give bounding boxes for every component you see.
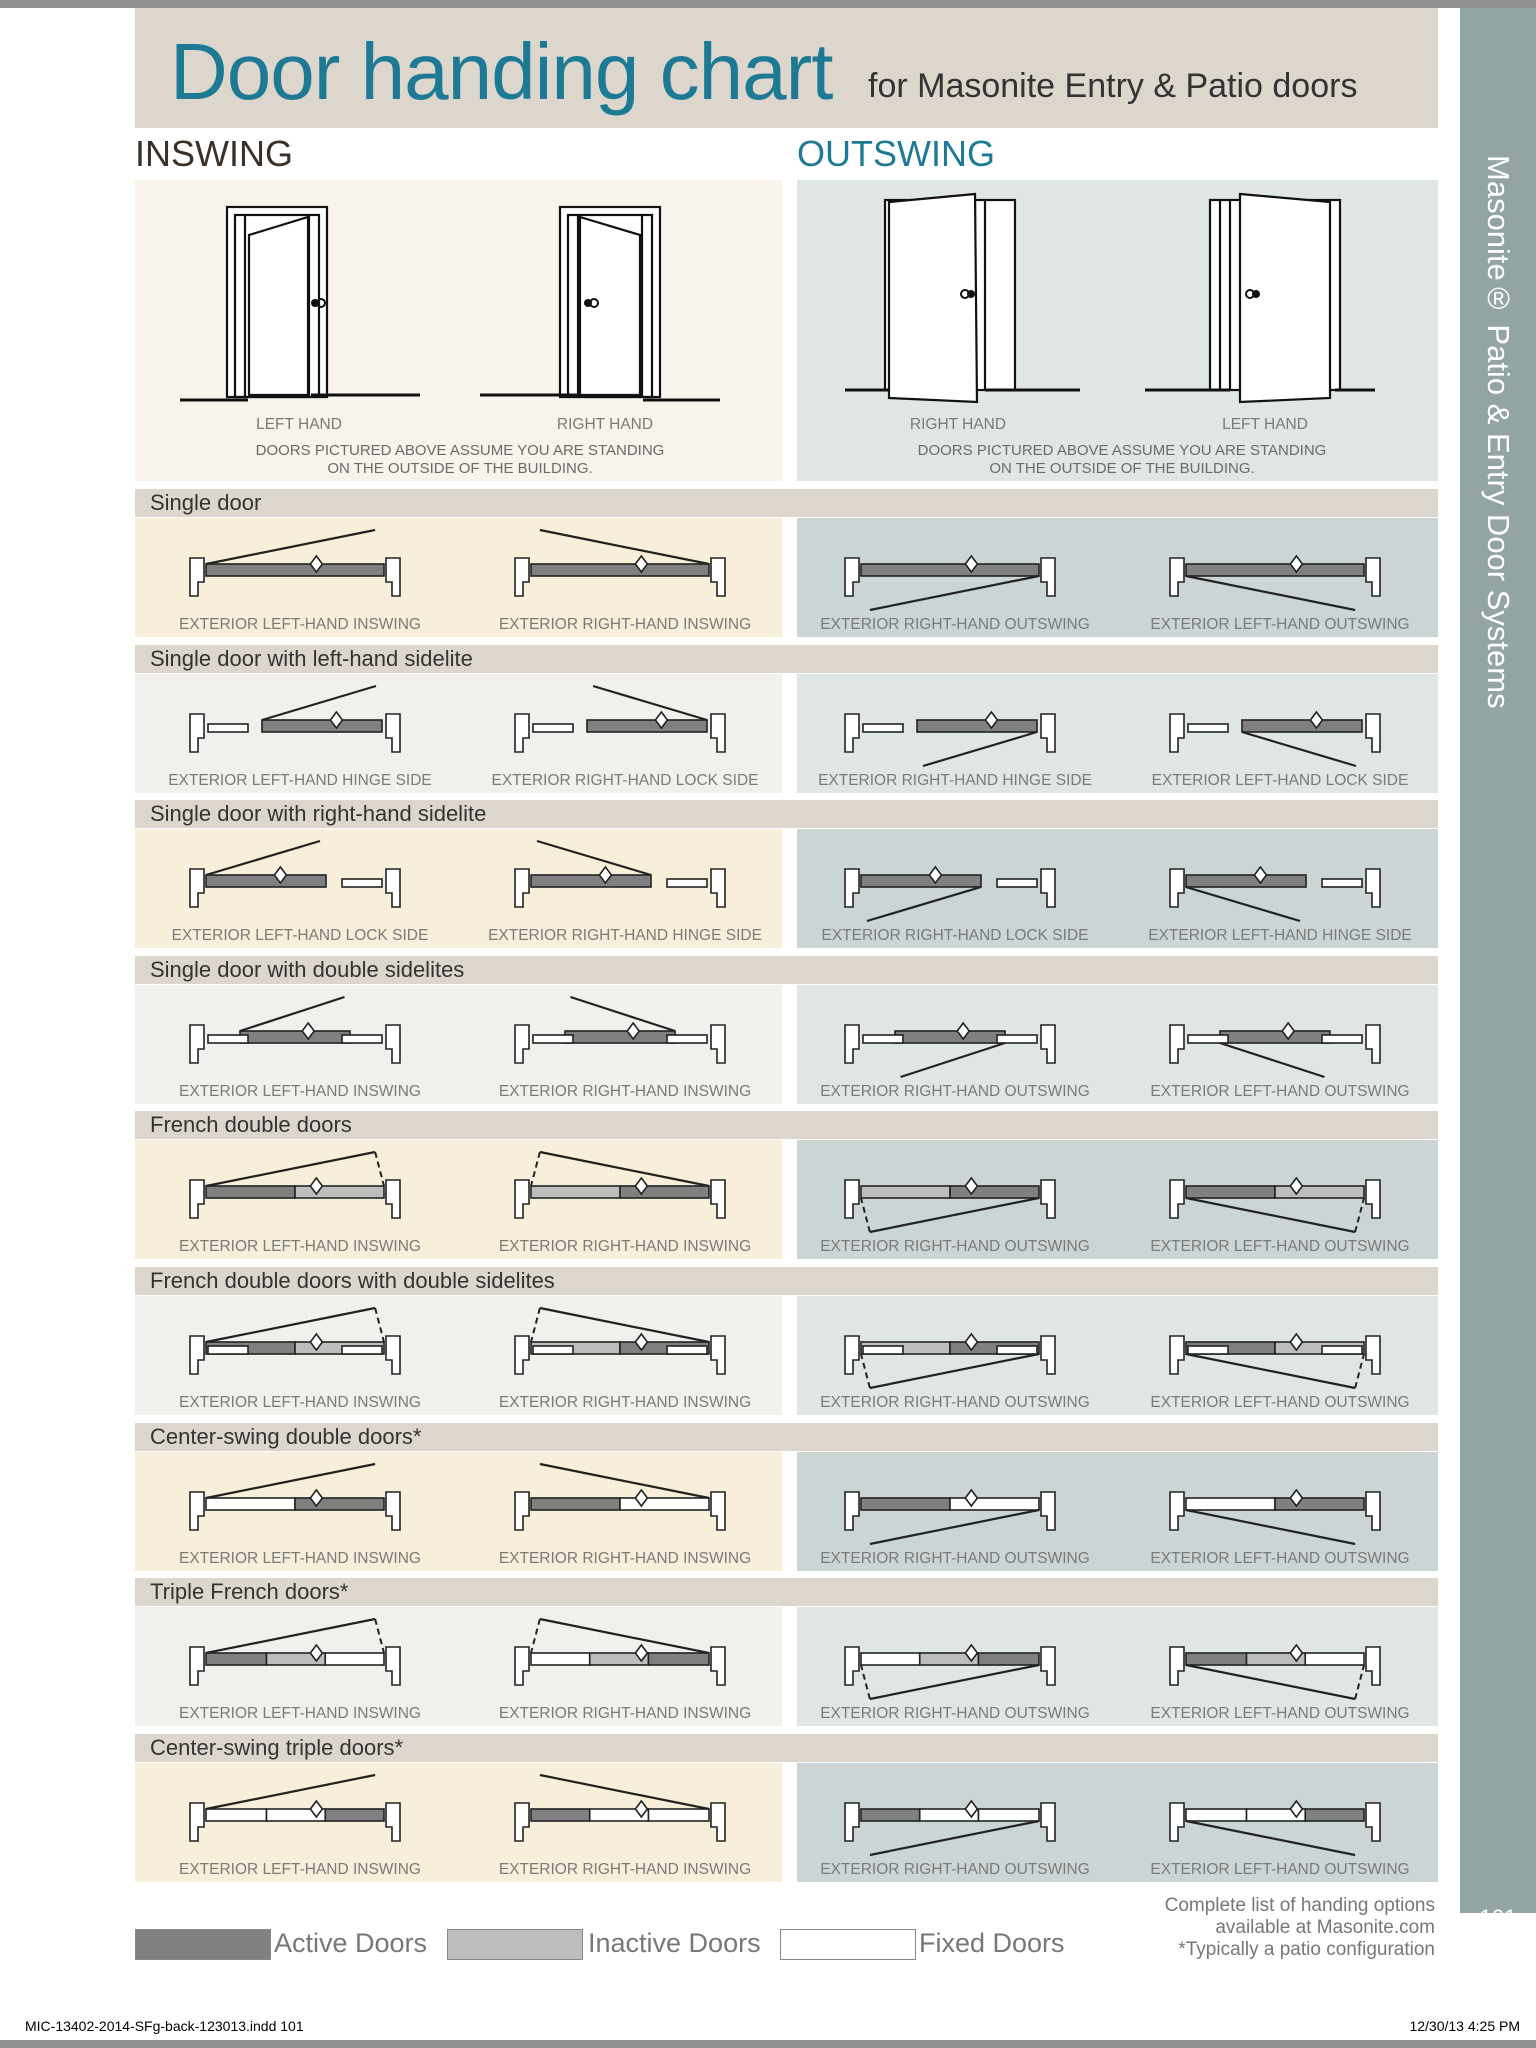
- door-plan-diagram: [180, 520, 420, 620]
- door-plan-label: EXTERIOR RIGHT-HAND OUTSWING: [820, 1238, 1090, 1255]
- door-plan-label: EXTERIOR LEFT-HAND OUTSWING: [1150, 616, 1410, 633]
- door-illustration-outswing-left: [1140, 190, 1390, 410]
- section-title: Single door with left-hand sidelite: [150, 646, 473, 671]
- door-plan-diagram: [1160, 520, 1400, 620]
- legend-active-swatch: [135, 1929, 271, 1960]
- print-slug-date: 12/30/13 4:25 PM: [1409, 2018, 1520, 2034]
- door-plan-diagram: [1160, 1298, 1400, 1398]
- footer-line: Complete list of handing options: [1164, 1895, 1435, 1916]
- section-title: Single door with double sidelites: [150, 957, 465, 982]
- section-band: [135, 489, 1438, 517]
- door-plan-label: EXTERIOR RIGHT-HAND OUTSWING: [820, 1550, 1090, 1567]
- legend-inactive-label: Inactive Doors: [588, 1928, 761, 1958]
- door-plan-diagram: [505, 1454, 745, 1554]
- door-plan-label: EXTERIOR RIGHT-HAND INSWING: [498, 1083, 752, 1100]
- inswing-heading: INSWING: [135, 133, 293, 174]
- door-plan-label: EXTERIOR RIGHT-HAND INSWING: [498, 1705, 752, 1722]
- door-plan-label: EXTERIOR RIGHT-HAND LOCK SIDE: [821, 927, 1089, 944]
- footer-line: available at Masonite.com: [1215, 1917, 1435, 1938]
- door-plan-label: EXTERIOR RIGHT-HAND INSWING: [498, 1394, 752, 1411]
- door-plan-label: EXTERIOR RIGHT-HAND LOCK SIDE: [491, 772, 759, 789]
- door-plan-label: EXTERIOR RIGHT-HAND OUTSWING: [820, 1861, 1090, 1878]
- door-plan-label: EXTERIOR RIGHT-HAND HINGE SIDE: [818, 772, 1092, 789]
- door-plan-diagram: [835, 520, 1075, 620]
- door-plan-label: EXTERIOR LEFT-HAND INSWING: [179, 1238, 421, 1255]
- door-plan-diagram: [180, 1298, 420, 1398]
- door-plan-diagram: [835, 1142, 1075, 1242]
- door-plan-diagram: [505, 987, 745, 1087]
- door-plan-label: EXTERIOR RIGHT-HAND INSWING: [498, 1238, 752, 1255]
- door-plan-diagram: [835, 676, 1075, 776]
- hero-label: LEFT HAND: [1222, 416, 1308, 433]
- door-plan-diagram: [505, 1609, 745, 1709]
- section-title: Single door: [150, 490, 262, 515]
- door-plan-label: EXTERIOR LEFT-HAND HINGE SIDE: [1148, 927, 1412, 944]
- door-plan-diagram: [180, 1454, 420, 1554]
- door-plan-diagram: [505, 676, 745, 776]
- door-plan-label: EXTERIOR LEFT-HAND INSWING: [179, 1861, 421, 1878]
- door-plan-label: EXTERIOR RIGHT-HAND HINGE SIDE: [488, 927, 762, 944]
- footer-note: [1080, 1895, 1435, 1961]
- door-plan-label: EXTERIOR LEFT-HAND INSWING: [179, 1394, 421, 1411]
- door-plan-diagram: [1160, 1142, 1400, 1242]
- door-plan-diagram: [1160, 1454, 1400, 1554]
- door-plan-diagram: [1160, 1609, 1400, 1709]
- door-plan-label: EXTERIOR LEFT-HAND HINGE SIDE: [168, 772, 432, 789]
- door-plan-label: EXTERIOR LEFT-HAND INSWING: [179, 1083, 421, 1100]
- page-number: 101: [1479, 1905, 1517, 1930]
- door-plan-diagram: [1160, 987, 1400, 1087]
- door-plan-label: EXTERIOR LEFT-HAND LOCK SIDE: [171, 927, 429, 944]
- section-title: French double doors with double sidelites: [150, 1268, 555, 1293]
- door-plan-label: EXTERIOR RIGHT-HAND OUTSWING: [820, 1083, 1090, 1100]
- door-plan-label: EXTERIOR LEFT-HAND INSWING: [179, 616, 421, 633]
- door-plan-diagram: [1160, 831, 1400, 931]
- door-plan-diagram: [505, 1298, 745, 1398]
- door-plan-diagram: [505, 1765, 745, 1865]
- door-plan-label: EXTERIOR LEFT-HAND OUTSWING: [1150, 1705, 1410, 1722]
- door-plan-label: EXTERIOR LEFT-HAND INSWING: [179, 1550, 421, 1567]
- door-plan-diagram: [835, 1454, 1075, 1554]
- section-title: Center-swing double doors*: [150, 1424, 422, 1449]
- door-plan-diagram: [180, 1765, 420, 1865]
- door-plan-label: EXTERIOR LEFT-HAND OUTSWING: [1150, 1861, 1410, 1878]
- door-plan-label: EXTERIOR LEFT-HAND OUTSWING: [1150, 1083, 1410, 1100]
- door-plan-diagram: [835, 831, 1075, 931]
- section-title: Center-swing triple doors*: [150, 1735, 404, 1760]
- door-plan-label: EXTERIOR LEFT-HAND INSWING: [179, 1705, 421, 1722]
- sidebar-title: Masonite® Patio & Entry Door Systems: [1481, 155, 1516, 709]
- legend-inactive-swatch: [447, 1929, 583, 1960]
- door-plan-diagram: [180, 1142, 420, 1242]
- door-plan-diagram: [505, 1142, 745, 1242]
- hero-note-inswing: DOORS PICTURED ABOVE ASSUME YOU ARE STANDING ON THE OUTSIDE OF THE BUILDING.: [255, 442, 665, 477]
- hero-label: LEFT HAND: [256, 416, 342, 433]
- page-title: Door handing chart: [170, 27, 833, 116]
- section-title: Triple French doors*: [150, 1579, 349, 1604]
- door-plan-diagram: [835, 987, 1075, 1087]
- hero-note-outswing: DOORS PICTURED ABOVE ASSUME YOU ARE STANDING ON THE OUTSIDE OF THE BUILDING.: [917, 442, 1327, 477]
- door-plan-label: EXTERIOR RIGHT-HAND OUTSWING: [820, 1394, 1090, 1411]
- door-plan-diagram: [835, 1298, 1075, 1398]
- door-plan-diagram: [505, 831, 745, 931]
- footer-line: *Typically a patio configuration: [1178, 1939, 1435, 1960]
- door-plan-label: EXTERIOR RIGHT-HAND OUTSWING: [820, 616, 1090, 633]
- door-plan-diagram: [505, 520, 745, 620]
- door-plan-diagram: [180, 987, 420, 1087]
- top-border: [0, 0, 1536, 8]
- section-title: Single door with right-hand sidelite: [150, 801, 487, 826]
- door-plan-label: EXTERIOR LEFT-HAND OUTSWING: [1150, 1394, 1410, 1411]
- door-plan-label: EXTERIOR LEFT-HAND OUTSWING: [1150, 1238, 1410, 1255]
- legend-fixed-swatch: [780, 1929, 916, 1960]
- door-plan-diagram: [180, 676, 420, 776]
- door-plan-label: EXTERIOR RIGHT-HAND INSWING: [498, 1550, 752, 1567]
- door-plan-diagram: [180, 831, 420, 931]
- outswing-heading: OUTSWING: [797, 133, 995, 174]
- legend-fixed-label: Fixed Doors: [919, 1928, 1065, 1958]
- bottom-border: [0, 2040, 1536, 2048]
- door-plan-diagram: [835, 1609, 1075, 1709]
- door-illustration-inswing-left: [180, 195, 430, 415]
- page-subtitle: for Masonite Entry & Patio doors: [868, 67, 1358, 105]
- door-plan-label: EXTERIOR LEFT-HAND LOCK SIDE: [1151, 772, 1409, 789]
- door-plan-label: EXTERIOR RIGHT-HAND INSWING: [498, 1861, 752, 1878]
- hero-label: RIGHT HAND: [556, 416, 654, 433]
- door-plan-label: EXTERIOR LEFT-HAND OUTSWING: [1150, 1550, 1410, 1567]
- legend-active-label: Active Doors: [274, 1928, 428, 1958]
- door-illustration-outswing-right: [845, 190, 1095, 410]
- door-illustration-inswing-right: [480, 195, 730, 415]
- door-plan-label: EXTERIOR RIGHT-HAND OUTSWING: [820, 1705, 1090, 1722]
- door-plan-diagram: [1160, 1765, 1400, 1865]
- hero-label: RIGHT HAND: [909, 416, 1007, 433]
- door-plan-diagram: [1160, 676, 1400, 776]
- door-plan-diagram: [835, 1765, 1075, 1865]
- print-slug-file: MIC-13402-2014-SFg-back-123013.indd 101: [25, 2018, 304, 2034]
- door-plan-diagram: [180, 1609, 420, 1709]
- section-title: French double doors: [150, 1112, 352, 1137]
- door-plan-label: EXTERIOR RIGHT-HAND INSWING: [498, 616, 752, 633]
